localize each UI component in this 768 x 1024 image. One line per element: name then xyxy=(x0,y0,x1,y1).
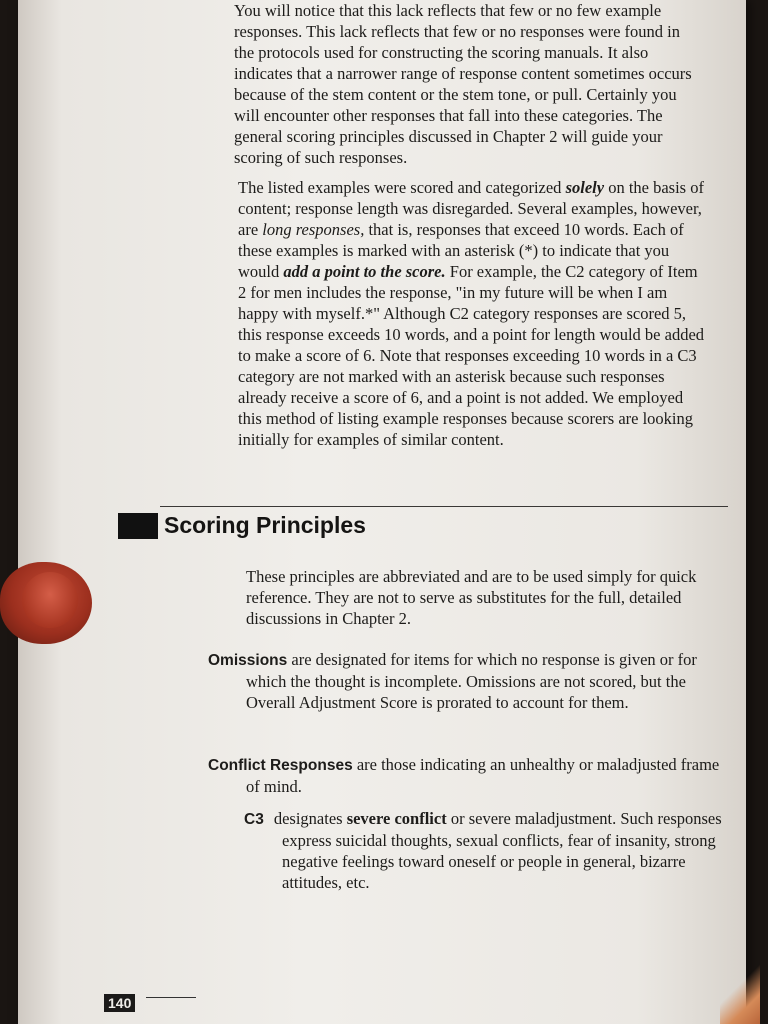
para2-text-4: For example, the C2 category of Item 2 for men includes the response, "in my future will be when I am happy with myself.*" Although C2 category responses are scored 5, this response exceeds 10 words, and a point for length would be added to make a score of 6. Note that responses exceeding 10 words in a C3 category are not marked with an asterisk because such responses already receive a score of 6, and a point is not added. We employed this method of listing example responses because scorers are looking initially for examples of similar content. xyxy=(238,262,705,449)
omissions-definition: are designated for items for which no response is given or for which the thought is incomplete. Omissions are not scored, but the Overall Adjustment Score is prorated to account for them. xyxy=(246,650,697,712)
omissions-term: Omissions xyxy=(208,652,288,669)
para2-text-3: that is, responses that exceed 10 words. Each of these examples is marked with an asterisk (*) to indicate that you would xyxy=(238,220,684,281)
c3-severe-conflict: severe conflict xyxy=(346,809,447,828)
section-heading xyxy=(118,512,366,539)
top-paragraph-text: You will notice that this lack reflects that few or no few example responses. This lack reflects that few or no responses were found in the protocols used for constructing the scoring manuals. It also indicates that a narrower range of response content sometimes occurs because of the stem content or the stem tone, or pull. Certainly you will encounter other responses that fall into these categories. The general scoring principles discussed in Chapter 2 will guide your scoring of such responses. xyxy=(234,1,692,167)
conflict-text xyxy=(208,754,728,797)
para2-solely: solely xyxy=(565,178,605,197)
para2-add-point: add a point to the score. xyxy=(283,262,446,281)
heading-bar xyxy=(118,513,158,539)
omissions-entry xyxy=(208,649,728,713)
section-title: Scoring Principles xyxy=(164,512,366,538)
conflict-definition: are those indicating an unhealthy or maladjusted frame of mind. xyxy=(246,755,720,796)
omissions-text xyxy=(208,649,728,713)
para2-text-2: on the basis of content; response length was disregarded. Several examples, however, are xyxy=(238,178,704,239)
c3-text xyxy=(244,808,728,893)
conflict-entry xyxy=(208,754,728,797)
page-number: 140 xyxy=(104,994,135,1012)
page-corner-shadow xyxy=(720,964,760,1024)
scoring-length-paragraph xyxy=(238,177,704,450)
intro-paragraph xyxy=(246,566,722,629)
fingernail xyxy=(22,572,78,628)
scoring-length-paragraph-text xyxy=(238,177,704,450)
page-number-rule xyxy=(146,997,196,998)
intro-text: These principles are abbreviated and are to be used simply for quick reference. They are not to serve as substitutes for the full, detailed discussions in Chapter 2. xyxy=(246,567,697,628)
c3-entry xyxy=(244,808,728,893)
para2-text-1: The listed examples were scored and categorized xyxy=(238,178,566,197)
c3-text-2: or severe maladjustment. Such responses express suicidal thoughts, sexual conflicts, fear of insanity, strong negative feelings toward oneself or people in general, bizarre attitudes, etc. xyxy=(282,809,722,892)
c3-label: C3 xyxy=(244,811,264,828)
c3-text-1: designates xyxy=(273,809,347,828)
top-paragraph xyxy=(234,0,704,168)
para2-long-responses: long responses, xyxy=(262,220,365,239)
section-rule xyxy=(160,506,728,507)
conflict-term: Conflict Responses xyxy=(208,757,353,774)
